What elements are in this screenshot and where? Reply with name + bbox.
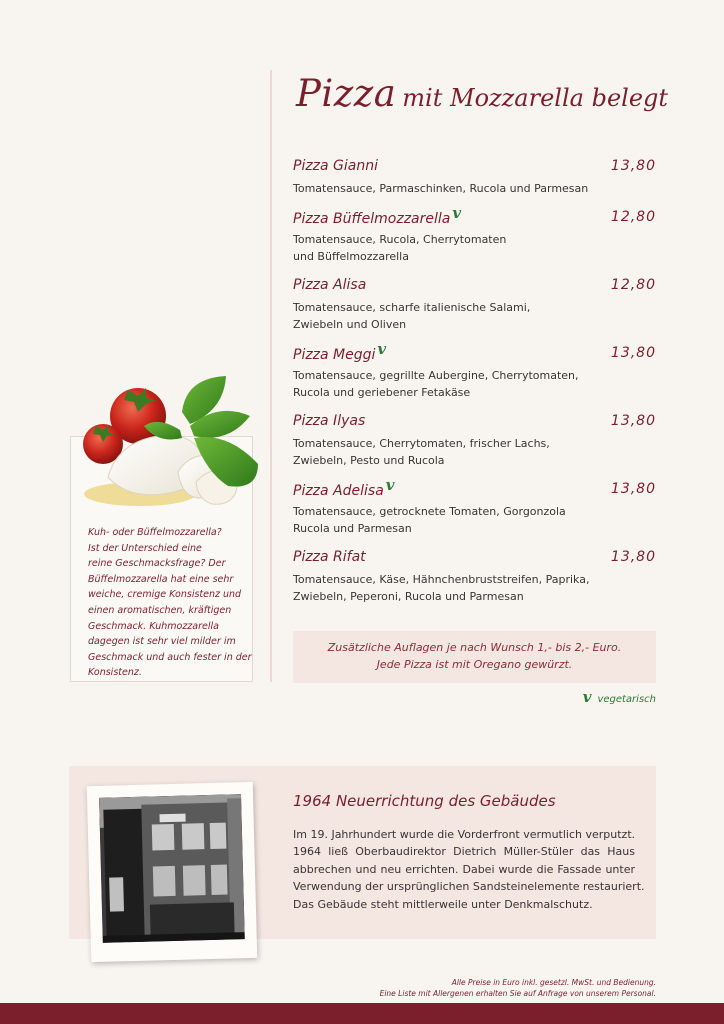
info-line: Ist der Unterschied eine — [88, 542, 202, 554]
item-name-text: Pizza Büffelmozzarella — [293, 211, 451, 227]
extras-line: Zusätzliche Auflagen je nach Wunsch 1,- bis 2,- Euro. — [327, 641, 622, 654]
item-price: 13,80 — [610, 345, 656, 361]
item-description — [293, 299, 530, 333]
item-description-line: Tomatensauce, Käse, Hähnchenbruststreifen, Paprika, — [293, 573, 590, 586]
item-price: 13,80 — [610, 481, 656, 497]
footer-line: Alle Preise in Euro inkl. gesetzl. MwSt. und Bedienung. — [451, 978, 656, 987]
item-description-line: Rucola und Parmesan — [293, 522, 412, 535]
item-description-line: Tomatensauce, getrocknete Tomaten, Gorgonzola — [293, 505, 566, 518]
item-name-text: Pizza Rifat — [293, 549, 366, 565]
heading-sub: mit Mozzarella belegt — [402, 84, 669, 112]
history-line: Verwendung der ursprünglichen Sandsteinelemente restauriert. — [293, 880, 645, 894]
item-description-line: Tomatensauce, Cherrytomaten, frischer Lachs, — [293, 437, 550, 450]
info-line: Kuh- oder Büffelmozzarella? — [88, 527, 222, 538]
item-description — [293, 435, 550, 469]
tomato-mozzarella-image — [78, 372, 268, 512]
item-name-text: Pizza Meggi — [293, 347, 376, 363]
item-description — [293, 571, 589, 605]
item-name — [293, 476, 395, 499]
vertical-divider — [270, 70, 272, 682]
info-text — [88, 525, 250, 681]
legend-label: vegetarisch — [597, 694, 656, 705]
footer-note — [380, 977, 656, 999]
extras-line: Jede Pizza ist mit Oregano gewürzt. — [376, 658, 573, 671]
item-description-line: Tomatensauce, gegrillte Aubergine, Cherrytomaten, — [293, 369, 579, 382]
info-line: reine Geschmacksfrage? Der — [88, 558, 226, 570]
item-name — [293, 340, 387, 363]
history-line: abbrechen und neu errichten. Dabei wurde die Fassade unter — [293, 862, 635, 876]
history-line: Im 19. Jahrhundert wurde die Vorderfront vermutlich verputzt. — [293, 828, 636, 841]
item-price: 12,80 — [610, 209, 656, 225]
info-line: einen aromatischen, kräftigen — [88, 604, 232, 616]
photo-image — [99, 794, 245, 943]
item-description — [293, 503, 566, 537]
vegetarian-icon: v — [385, 476, 395, 494]
vegetarian-icon: v — [582, 688, 592, 706]
item-description-line: Rucola und geriebener Fetakäse — [293, 386, 471, 399]
item-price: 13,80 — [610, 549, 656, 565]
footer-bar — [0, 1003, 724, 1024]
info-line: Geschmack. Kuhmozzarella — [88, 620, 219, 632]
item-name — [293, 204, 462, 227]
item-description-line: Tomatensauce, Parmaschinken, Rucola und Parmesan — [293, 182, 589, 195]
item-description-line: Tomatensauce, Rucola, Cherrytomaten — [293, 233, 507, 246]
vegetarian-legend — [581, 688, 656, 706]
item-description-line: und Büffelmozzarella — [293, 250, 409, 263]
item-price: 13,80 — [610, 158, 656, 174]
building-photo — [87, 782, 258, 962]
item-name — [293, 158, 378, 174]
item-description-line: Zwiebeln, Pesto und Rucola — [293, 454, 445, 467]
item-name — [293, 413, 365, 429]
info-line: Büffelmozzarella hat eine sehr — [88, 573, 234, 585]
page-heading — [296, 72, 668, 115]
item-name-text: Pizza Alisa — [293, 277, 367, 293]
info-line: weiche, cremige Konsistenz und — [88, 589, 242, 601]
info-line: Konsistenz. — [88, 667, 142, 679]
heading-main: Pizza — [296, 72, 397, 115]
extras-note — [293, 631, 656, 683]
item-name — [293, 277, 366, 293]
item-description — [293, 231, 506, 265]
history-title: 1964 Neuerrichtung des Gebäudes — [293, 792, 556, 810]
history-body — [293, 826, 645, 913]
item-name-text: Pizza Gianni — [293, 158, 379, 174]
vegetarian-icon: v — [452, 204, 462, 222]
history-line: Das Gebäude steht mittlerweile unter Denkmalschutz. — [293, 897, 593, 911]
history-line: 1964 ließ Oberbaudirektor Dietrich Müller-Stüler das Haus — [293, 845, 635, 859]
item-description-line: Zwiebeln und Oliven — [293, 318, 407, 331]
info-line: Geschmack und auch fester in der — [88, 651, 252, 663]
vegetarian-icon: v — [377, 340, 387, 358]
item-description-line: Zwiebeln, Peperoni, Rucola und Parmesan — [293, 590, 524, 603]
info-line: dagegen ist sehr viel milder im — [88, 636, 236, 648]
item-price: 12,80 — [610, 277, 656, 293]
item-description — [293, 367, 579, 401]
item-price: 13,80 — [610, 413, 656, 429]
item-name-text: Pizza Adelisa — [293, 483, 384, 499]
item-name-text: Pizza Ilyas — [293, 413, 366, 429]
item-description-line: Tomatensauce, scharfe italienische Salami, — [293, 301, 531, 314]
item-description — [293, 180, 588, 197]
item-name — [293, 549, 366, 565]
footer-line: Eine Liste mit Allergenen erhalten Sie auf Anfrage von unserem Personal. — [379, 989, 656, 998]
